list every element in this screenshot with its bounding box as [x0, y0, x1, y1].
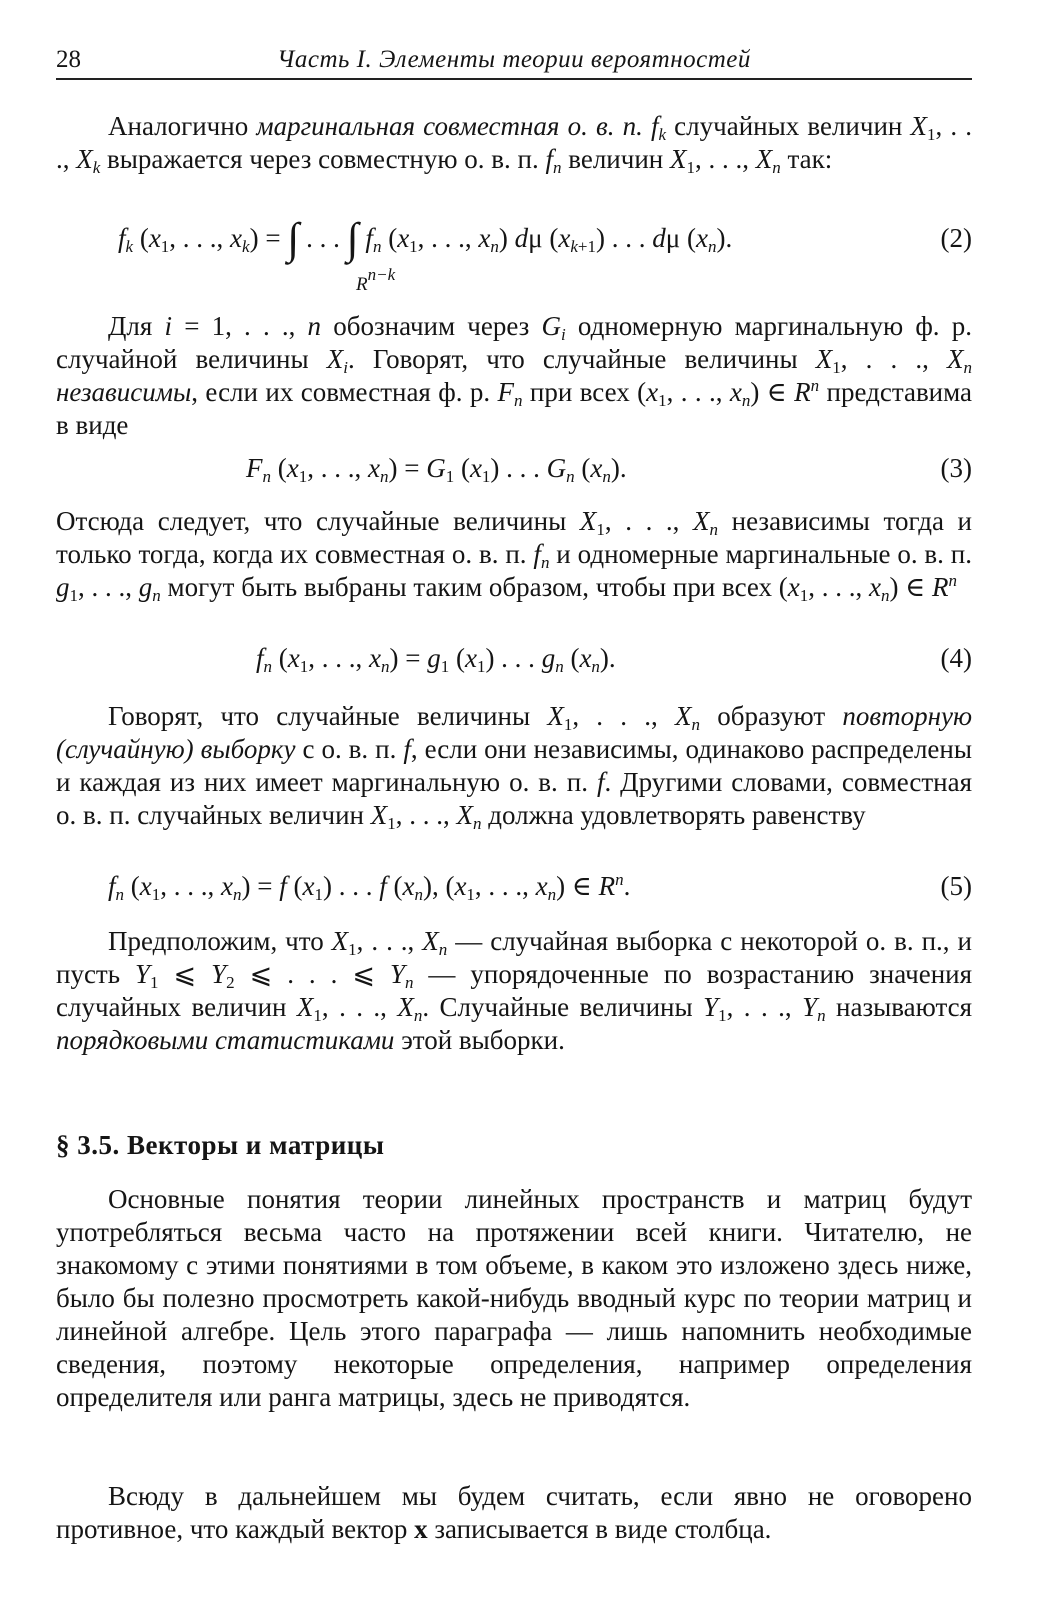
equation-5-label: (5)	[940, 871, 972, 901]
paragraph-independence: Для i = 1, . . ., n обозначим через $G_i$ одномерную маргинальную ф. р. случайной величины $X_i$. Говорят, что случайные величины $X_1$, . . ., $X_n$ независимы, если их совместная ф. р. $F_n$ при всех ($x_1$, . . ., $x_n$) ∈ $R^n$ представима в виде	[56, 311, 973, 440]
page-header	[56, 40, 972, 80]
equation-2	[56, 214, 972, 295]
paragraph-marginal-density: Аналогично маргинальная совместная о. в. п. $f_k$ случайных величин $X_1$, . . ., $X_k$ выражается через совместную о. в. п. $f_n$ величин $X_1$, . . ., $X_n$ так:	[56, 111, 973, 177]
equation-4	[56, 642, 972, 682]
equation-2-formula: $f_k$ ($x_1$, . . ., $x_k$) = ∫ . . . ∫ $f_n$ ($x_1$, . . ., $x_n$) dμ $(x_{k+1})$ . . . dμ $(x_n)$.	[118, 214, 733, 263]
integral-domain: $R^{n-k}$	[356, 265, 396, 295]
equation-3	[56, 452, 972, 492]
equation-4-label: (4)	[940, 643, 972, 673]
header-rule	[56, 78, 972, 80]
paragraph-consequence: Отсюда следует, что случайные величины $X_1$, . . ., $X_n$ независимы тогда и только тогда, когда их совместная о. в. п. $f_n$ и одномерные маргинальные о. в. п. $g_1$, . . ., $g_n$ могут быть выбраны таким образом, чтобы при всех ($x_1$, . . ., $x_n$) ∈ $R^n$	[56, 506, 972, 605]
section-title: Векторы и матрицы	[127, 1130, 385, 1160]
paragraph-random-sample: Говорят, что случайные величины $X_1$, . . ., $X_n$ образуют повторную (случайную) выборку с о. в. п. f, если они независимы, одинаково распределены и каждая из них имеет маргинальную о. в. п. f. Другими словами, совместная о. в. п. случайных величин $X_1$, . . ., $X_n$ должна удовлетворять равенству	[56, 701, 973, 833]
page-number: 28	[56, 46, 81, 73]
equation-3-label: (3)	[940, 453, 972, 483]
section-number: § 3.5.	[56, 1130, 120, 1160]
equation-3-formula: $F_n$ ($x_1$, . . ., $x_n) = G_1$ $(x_1)$ . . . $G_n$ $(x_n)$.	[246, 453, 627, 486]
equation-4-formula: $f_n$ ($x_1$, . . ., $x_n) = g_1$ $(x_1)$ . . . $g_n$ $(x_n)$.	[256, 643, 616, 676]
paragraph-vector-convention: Всюду в дальнейшем мы будем считать, если явно не оговорено противное, что каждый вектор x записывается в виде столбца.	[56, 1481, 972, 1544]
paragraph-linear-algebra: Основные понятия теории линейных пространств и матриц будут употребляться весьма часто на протяжении всей книги. Читателю, не знакомому с этими понятиями в том объеме, в каком это изложено здесь ниже, было бы полезно просмотреть какой-нибудь вводный курс по теории матриц и линейной алгебре. Цель этого параграфа — лишь напомнить необходимые сведения, поэтому некоторые определения, например определения определителя или ранга матрицы, здесь не приводятся.	[56, 1184, 972, 1412]
equation-5-formula: $f_n$ ($x_1$, . . ., $x_n) = f$ $(x_1)$ . . . f $(x_n)$, ($x_1$, . . ., $x_n$) ∈ $R^n$.	[108, 870, 631, 904]
paragraph-order-statistics: Предположим, что $X_1$, . . ., $X_n$ — случайная выборка с некоторой о. в. п., и пусть $Y_1$ ⩽ $Y_2$ ⩽ . . . ⩽ $Y_n$ — упорядоченные по возрастанию значения случайных величин $X_1$, . . ., $X_n$. Случайные величины $Y_1$, . . ., $Y_n$ называются порядковыми статистиками этой выборки.	[56, 926, 973, 1055]
running-title: Часть I. Элементы теории вероятностей	[277, 46, 751, 73]
section-heading	[56, 1130, 384, 1161]
equation-2-label: (2)	[940, 223, 972, 253]
equation-5	[56, 870, 972, 910]
